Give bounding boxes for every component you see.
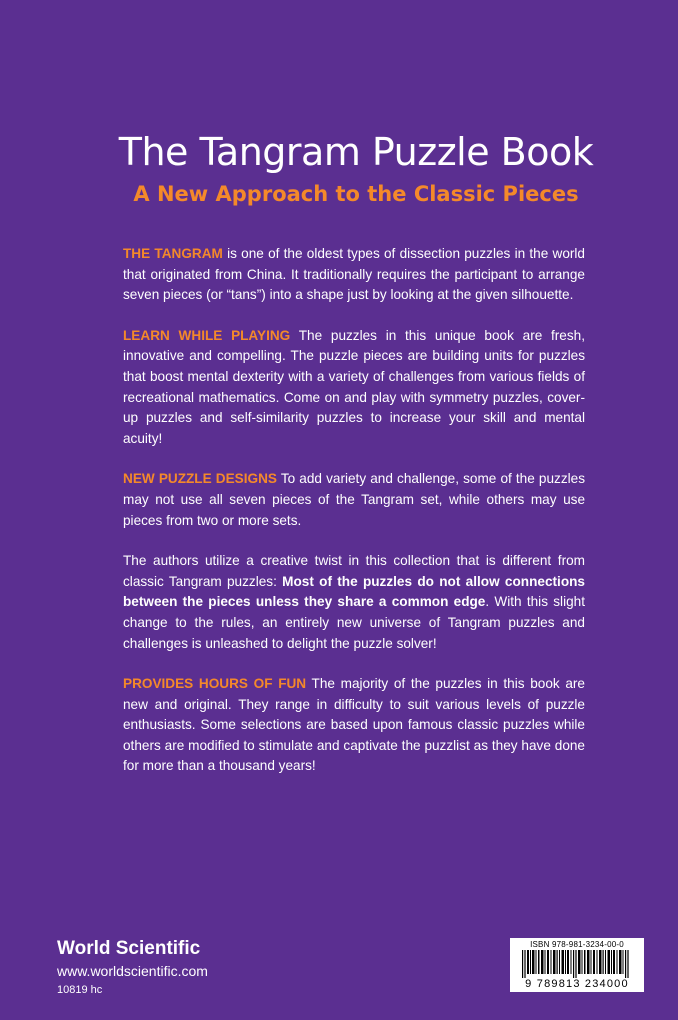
paragraph-fun-text: The majority of the puzzles in this book are new and original. They range in difficulty to suit various levels of puzzle enthusiasts. Some selections are based upon famous classic puzzles while others are modified to stimulate and captivate the puzzlist as they have done for more than a thousand years! [123, 676, 585, 774]
book-title: The Tangram Puzzle Book [118, 130, 594, 174]
isbn-label: ISBN 978-981-3234-00-0 [530, 940, 624, 949]
paragraph-fun [123, 674, 585, 777]
barcode-icon [522, 950, 632, 978]
publisher-name: World Scientific [57, 938, 201, 959]
paragraph-designs [123, 469, 585, 531]
lead-new-puzzle-designs: NEW PUZZLE DESIGNS [123, 471, 277, 487]
barcode-digits: 9 789813 234000 [525, 978, 629, 990]
paragraph-authors-text-after: . With this slight change to the rules, an entirely new universe of Tangram puzzles and challenges is unleashed to delight the puzzle solver! [123, 594, 585, 651]
paragraph-tangram-text: is one of the oldest types of dissection puzzles in the world that originated from China. It traditionally requires the participant to arrange seven pieces (or “tans”) into a shape just by looking at the given silhouette. [123, 246, 585, 303]
lead-learn-while-playing: LEARN WHILE PLAYING [123, 327, 291, 343]
book-subtitle: A New Approach to the Classic Pieces [133, 182, 579, 206]
publisher-block [57, 938, 208, 998]
paragraph-tangram [123, 244, 585, 306]
lead-provides-hours-of-fun: PROVIDES HOURS OF FUN [123, 676, 307, 692]
publisher-code: 10819 hc [57, 984, 103, 996]
paragraph-authors-bold: Most of the puzzles do not allow connections between the pieces unless they share a common edge [123, 573, 585, 610]
lead-tangram: THE TANGRAM [123, 246, 223, 261]
paragraph-learn [123, 326, 585, 450]
isbn-barcode [510, 938, 644, 992]
publisher-url: www.worldscientific.com [57, 963, 208, 979]
paragraph-authors [123, 551, 585, 654]
paragraph-authors-text-before: The authors utilize a creative twist in this collection that is different from classic Tangram puzzles: [123, 553, 585, 589]
paragraph-designs-text: To add variety and challenge, some of the puzzles may not use all seven pieces of the Tangram set, while others may use pieces from two or more sets. [123, 471, 585, 528]
paragraph-learn-text: The puzzles in this unique book are fresh, innovative and compelling. The puzzle pieces are building units for puzzles that boost mental dexterity with a variety of challenges from various fields of recreational mathematics. Come on and play with symmetry puzzles, cover-up puzzles and self-similarity puzzles to increase your skill and mental acuity! [123, 327, 585, 446]
blurb [123, 244, 585, 797]
